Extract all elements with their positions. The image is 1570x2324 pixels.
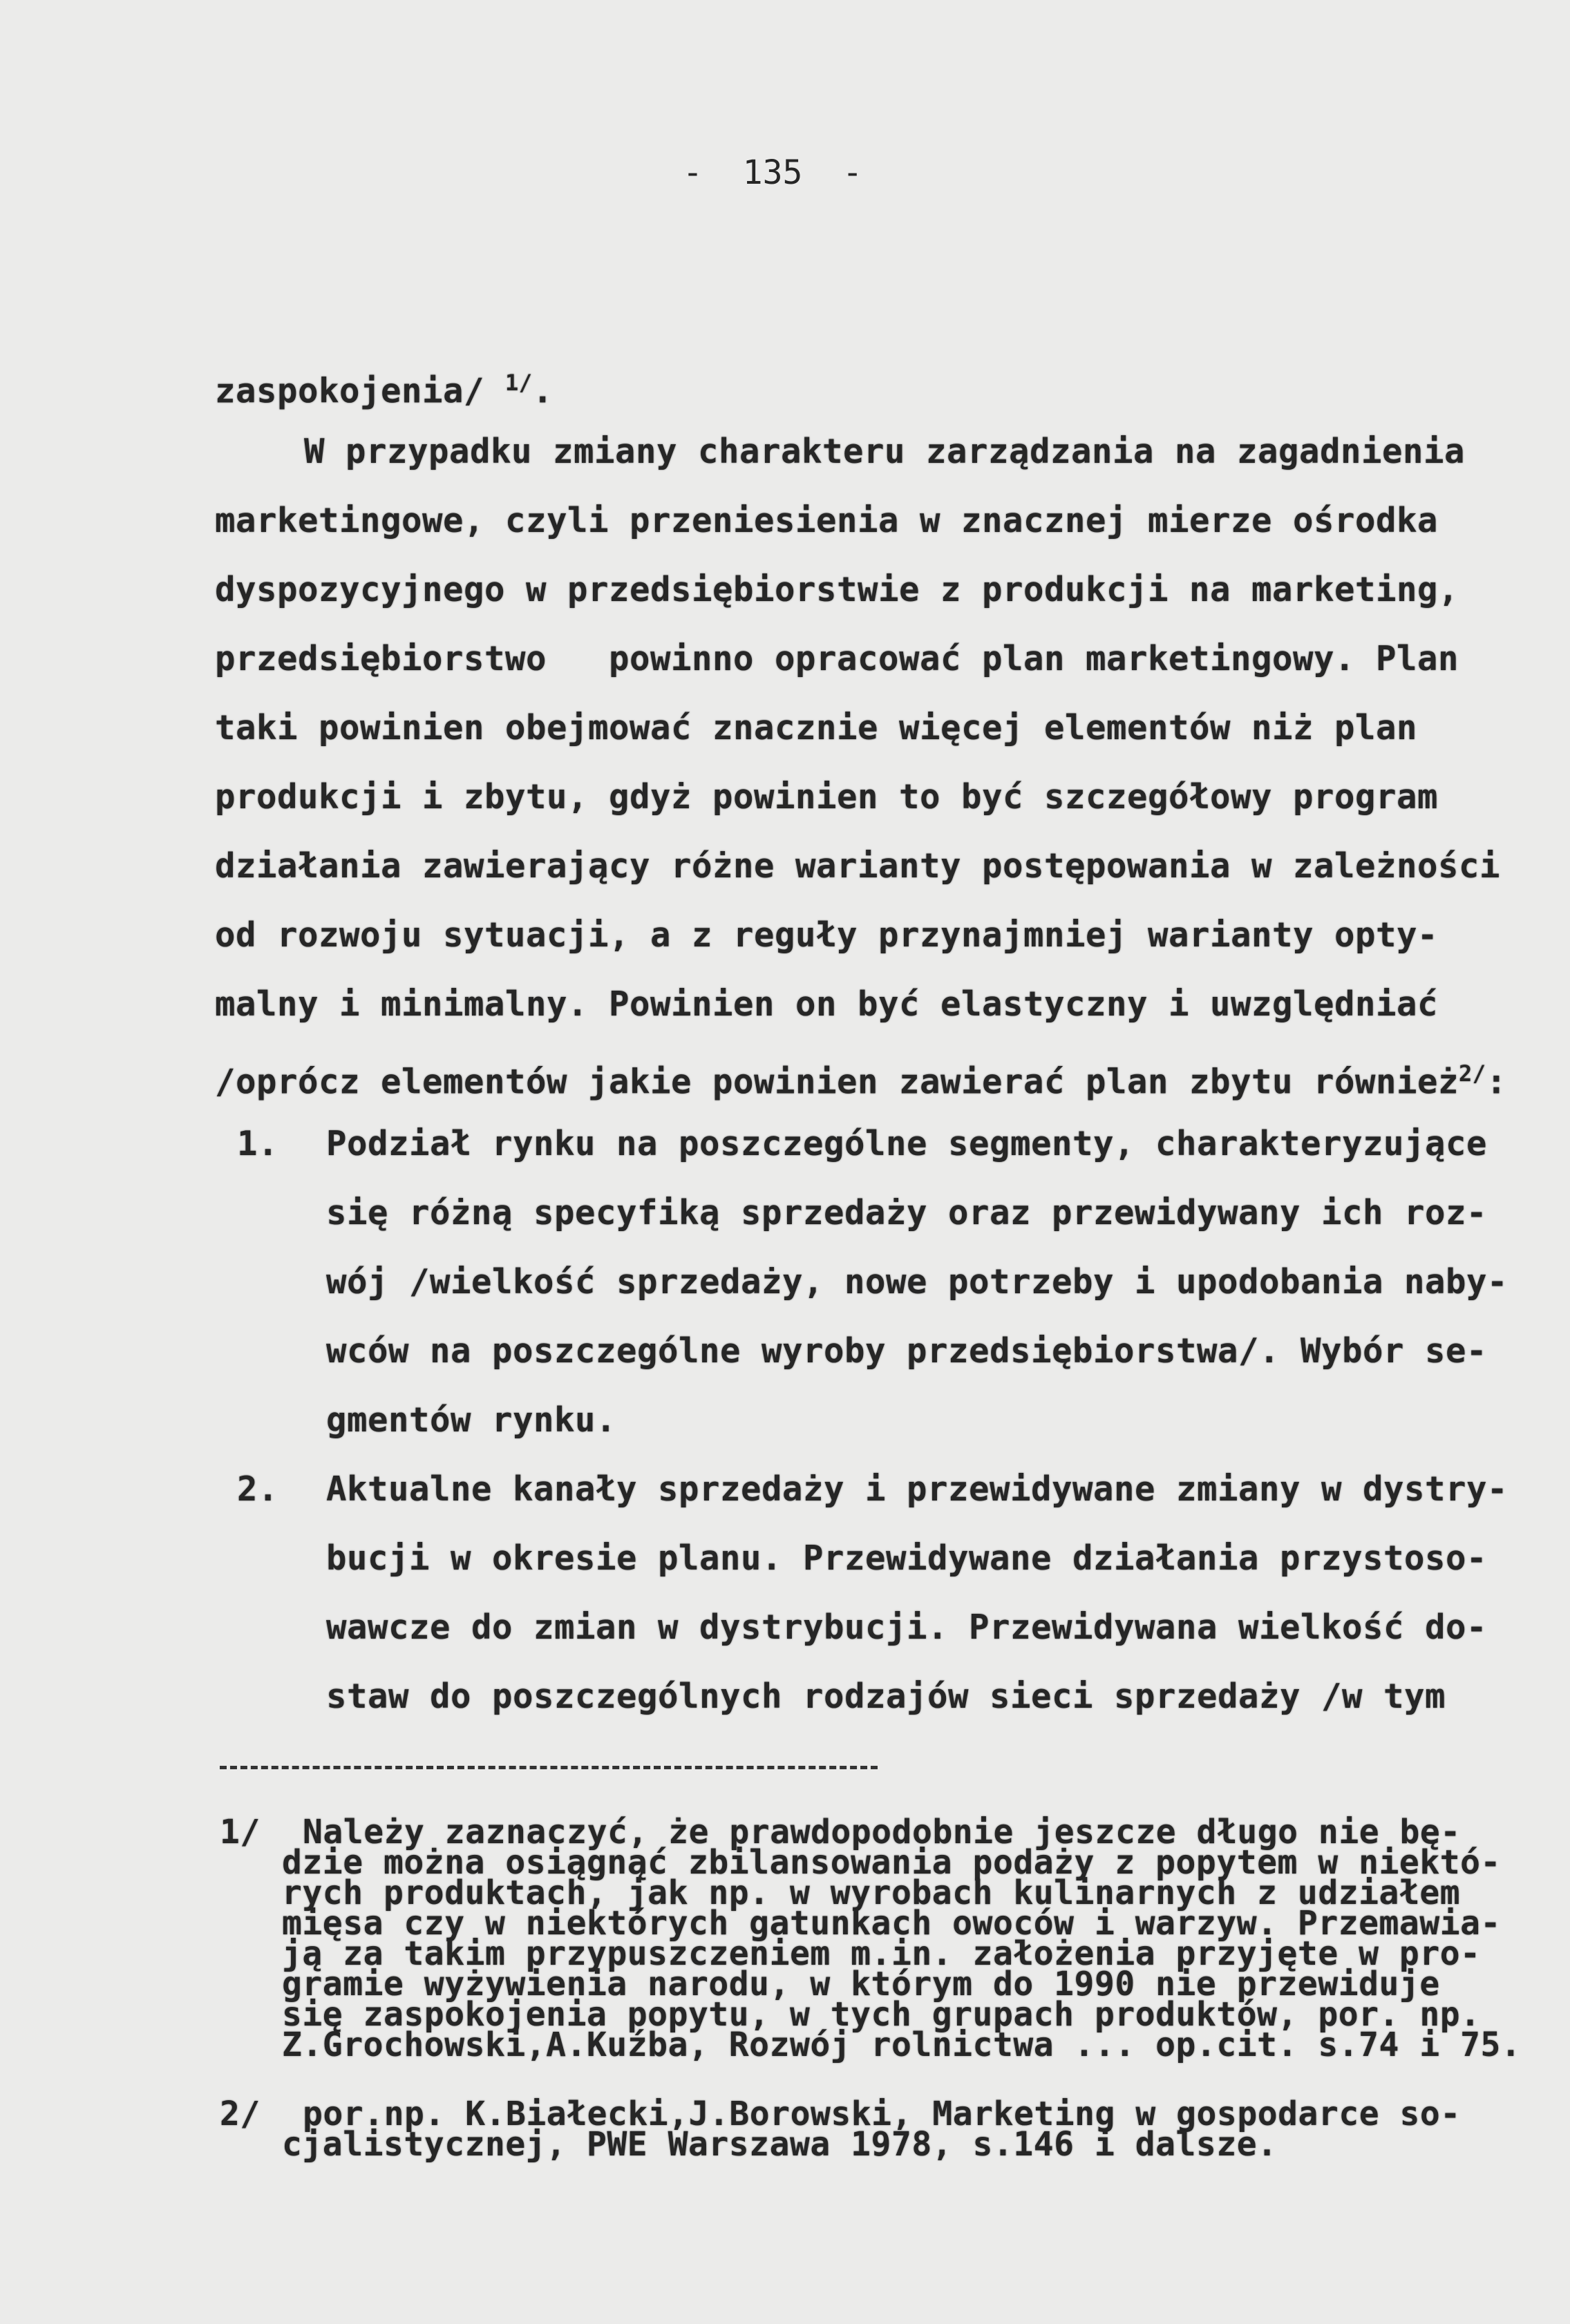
page-number: - 135 - [683,153,863,192]
list-item-line: Aktualne kanały sprzedaży i przewidywane zmiany w dystry- [326,1469,1508,1509]
list-number: 2. [237,1469,279,1509]
paragraph-line: produkcji i zbytu, gdyż powinien to być szczegółowy program [215,777,1439,817]
list-item-line: Podział rynku na poszczególne segmenty, charakteryzujące [326,1124,1488,1163]
paragraph-line: dyspozycyjnego w przedsiębiorstwie z produkcji na marketing, [215,570,1459,609]
footnote-line: ją za takim przypuszczeniem m.in. założenia przyjęte w pro- [282,1934,1481,1973]
footnote-mark: 1/ [220,1813,261,1851]
list-item-line: wawcze do zmian w dystrybucji. Przewidywana wielkość do- [326,1608,1488,1647]
footnote-line: por.np. K.Białecki,J.Borowski, Marketing w gospodarce so- [303,2095,1461,2133]
list-item-line: wój /wielkość sprzedaży, nowe potrzeby i upodobania naby- [326,1262,1508,1302]
footnote-ref-1: 1/ [505,370,533,396]
paragraph-line: od rozwoju sytuacji, a z reguły przynajmniej warianty opty- [215,915,1439,955]
footnote-mark: 2/ [220,2095,261,2133]
text: /oprócz elementów jakie powinien zawierać plan zbytu również [215,1062,1459,1102]
footnote-line: dzie można osiągnąć zbilansowania podaży z popytem w niektó- [282,1843,1501,1882]
footnote-separator [220,1766,878,1769]
list-number: 1. [237,1124,279,1163]
footnote-line: się zaspokojenia popytu, w tych grupach produktów, por. np. [282,1995,1481,2034]
list-item-line: gmentów rynku. [326,1400,617,1440]
footnote-ref-2: 2/ [1459,1060,1486,1087]
paragraph-line: marketingowe, czyli przeniesienia w znacznej mierze ośrodka [215,501,1439,540]
list-item-line: staw do poszczególnych rodzajów sieci sprzedaży /w tym [326,1677,1446,1716]
paragraph-line: działania zawierający różne warianty postępowania w zależności [215,846,1501,886]
text: zaspokojenia/ [215,371,506,411]
footnote-line: mięsa czy w niektórych gatunkach owoców i warzyw. Przemawia- [282,1904,1501,1943]
text: : [1486,1062,1507,1102]
paragraph-line: taki powinien obejmować znacznie więcej elementów niż plan [215,708,1418,747]
text: . [532,371,554,411]
paragraph-line: malny i minimalny. Powinien on być elastyczny i uwzględniać [215,984,1439,1024]
text-line [215,1053,1507,1103]
list-item-line: się różną specyfiką sprzedaży oraz przewidywany ich roz- [326,1193,1488,1232]
footnote-line: Należy zaznaczyć, że prawdopodobnie jeszcze długo nie bę- [303,1813,1461,1851]
footnote-line: cjalistycznej, PWE Warszawa 1978, s.146 i dalsze. [282,2125,1278,2164]
list-item-line: bucji w okresie planu. Przewidywane działania przystoso- [326,1539,1488,1578]
footnote-line: Z.Grochowski,A.Kuźba, Rozwój rolnictwa ... op.cit. s.74 i 75. [282,2026,1522,2064]
footnote-line: gramie wyżywienia narodu, w którym do 1990 nie przewiduje [282,1965,1440,2003]
text-line [215,362,554,412]
footnote-line: rych produktach, jak np. w wyrobach kulinarnych z udziałem [282,1874,1461,1912]
paragraph-line: przedsiębiorstwo powinno opracować plan marketingowy. Plan [215,639,1459,678]
list-item-line: wców na poszczególne wyroby przedsiębiorstwa/. Wybór se- [326,1331,1488,1371]
paragraph-line: W przypadku zmiany charakteru zarządzania na zagadnienia [304,432,1466,471]
